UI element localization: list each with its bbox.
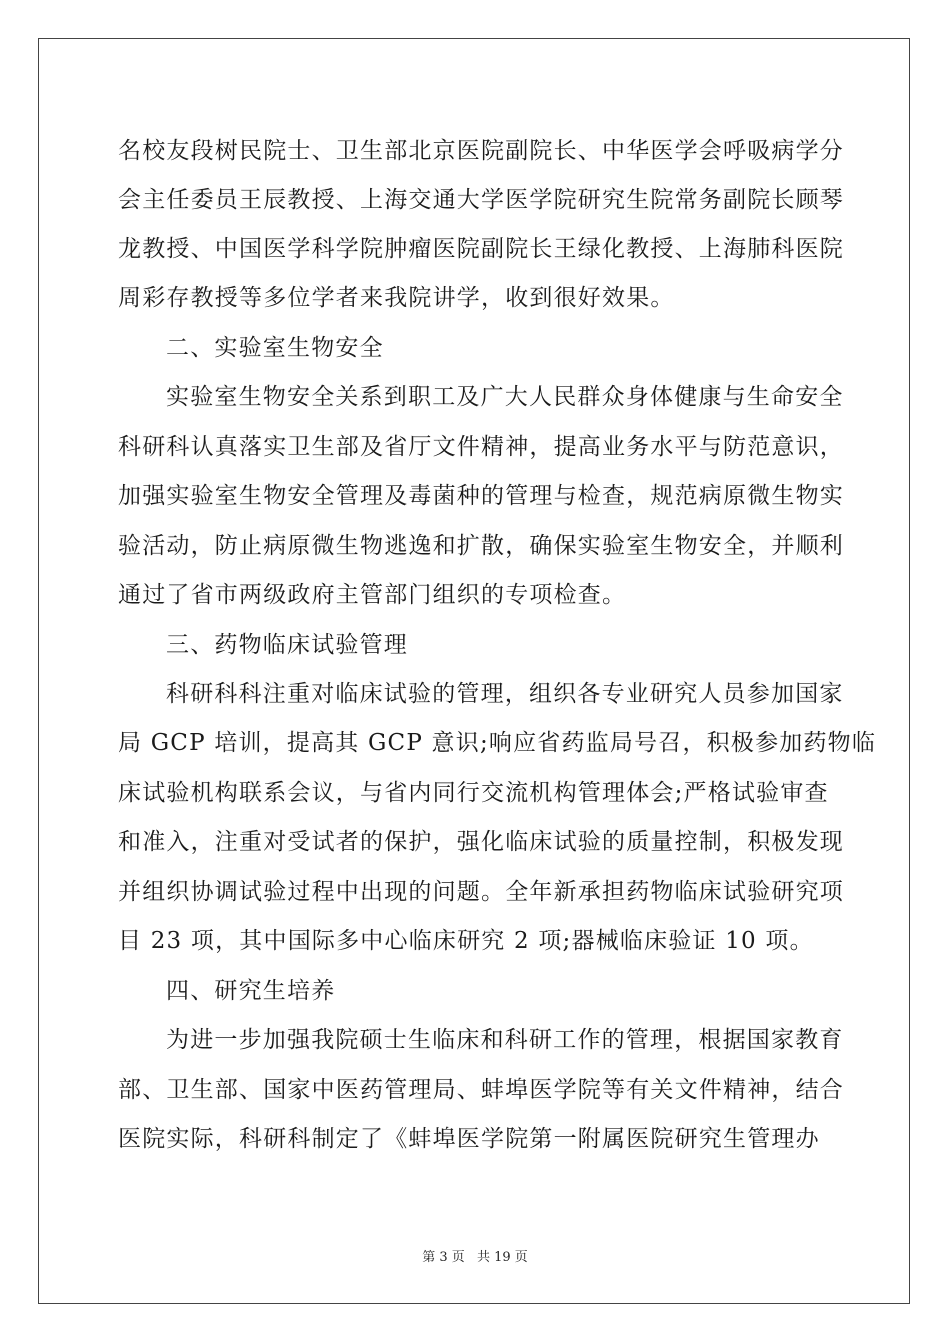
text-line: 部、卫生部、国家中医药管理局、蚌埠医学院等有关文件精神，结合 xyxy=(118,1077,844,1103)
text-line: 科研科科注重对临床试验的管理，组织各专业研究人员参加国家 xyxy=(166,681,844,707)
page-border xyxy=(38,38,910,1304)
text-line: 科研科认真落实卫生部及省厅文件精神，提高业务水平与防范意识， xyxy=(118,434,844,460)
section-heading: 三、药物临床试验管理 xyxy=(166,632,408,658)
page-footer xyxy=(0,1246,950,1265)
text-line: 为进一步加强我院硕士生临床和科研工作的管理，根据国家教育 xyxy=(166,1027,844,1053)
page-total: 共 19 页 xyxy=(476,1250,528,1265)
section-heading: 四、研究生培养 xyxy=(166,978,336,1004)
text-line: 并组织协调试验过程中出现的问题。全年新承担药物临床试验研究项 xyxy=(118,879,844,905)
text-line: 目 23 项，其中国际多中心临床研究 2 项;器械临床验证 10 项。 xyxy=(118,928,814,954)
page-number: 第 3 页 xyxy=(422,1250,465,1265)
text-line: 医院实际，科研科制定了《蚌埠医学院第一附属医院研究生管理办 xyxy=(118,1126,820,1152)
text-line: 名校友段树民院士、卫生部北京医院副院长、中华医学会呼吸病学分 xyxy=(118,138,844,164)
text-line: 和准入，注重对受试者的保护，强化临床试验的质量控制，积极发现 xyxy=(118,829,844,855)
text-line: 通过了省市两级政府主管部门组织的专项检查。 xyxy=(118,582,627,608)
text-line: 验活动，防止病原微生物逃逸和扩散，确保实验室生物安全，并顺利 xyxy=(118,533,844,559)
text-line: 实验室生物安全关系到职工及广大人民群众身体健康与生命安全 xyxy=(166,384,844,410)
text-line: 周彩存教授等多位学者来我院讲学，收到很好效果。 xyxy=(118,285,675,311)
text-line: 龙教授、中国医学科学院肿瘤医院副院长王绿化教授、上海肺科医院 xyxy=(118,236,844,262)
text-line: 会主任委员王辰教授、上海交通大学医学院研究生院常务副院长顾琴 xyxy=(118,187,844,213)
section-heading: 二、实验室生物安全 xyxy=(166,335,384,361)
text-line: 局 GCP 培训，提高其 GCP 意识;响应省药监局号召，积极参加药物临 xyxy=(118,730,877,756)
text-line: 加强实验室生物安全管理及毒菌种的管理与检查，规范病原微生物实 xyxy=(118,483,844,509)
text-line: 床试验机构联系会议，与省内同行交流机构管理体会;严格试验审查 xyxy=(118,780,829,806)
